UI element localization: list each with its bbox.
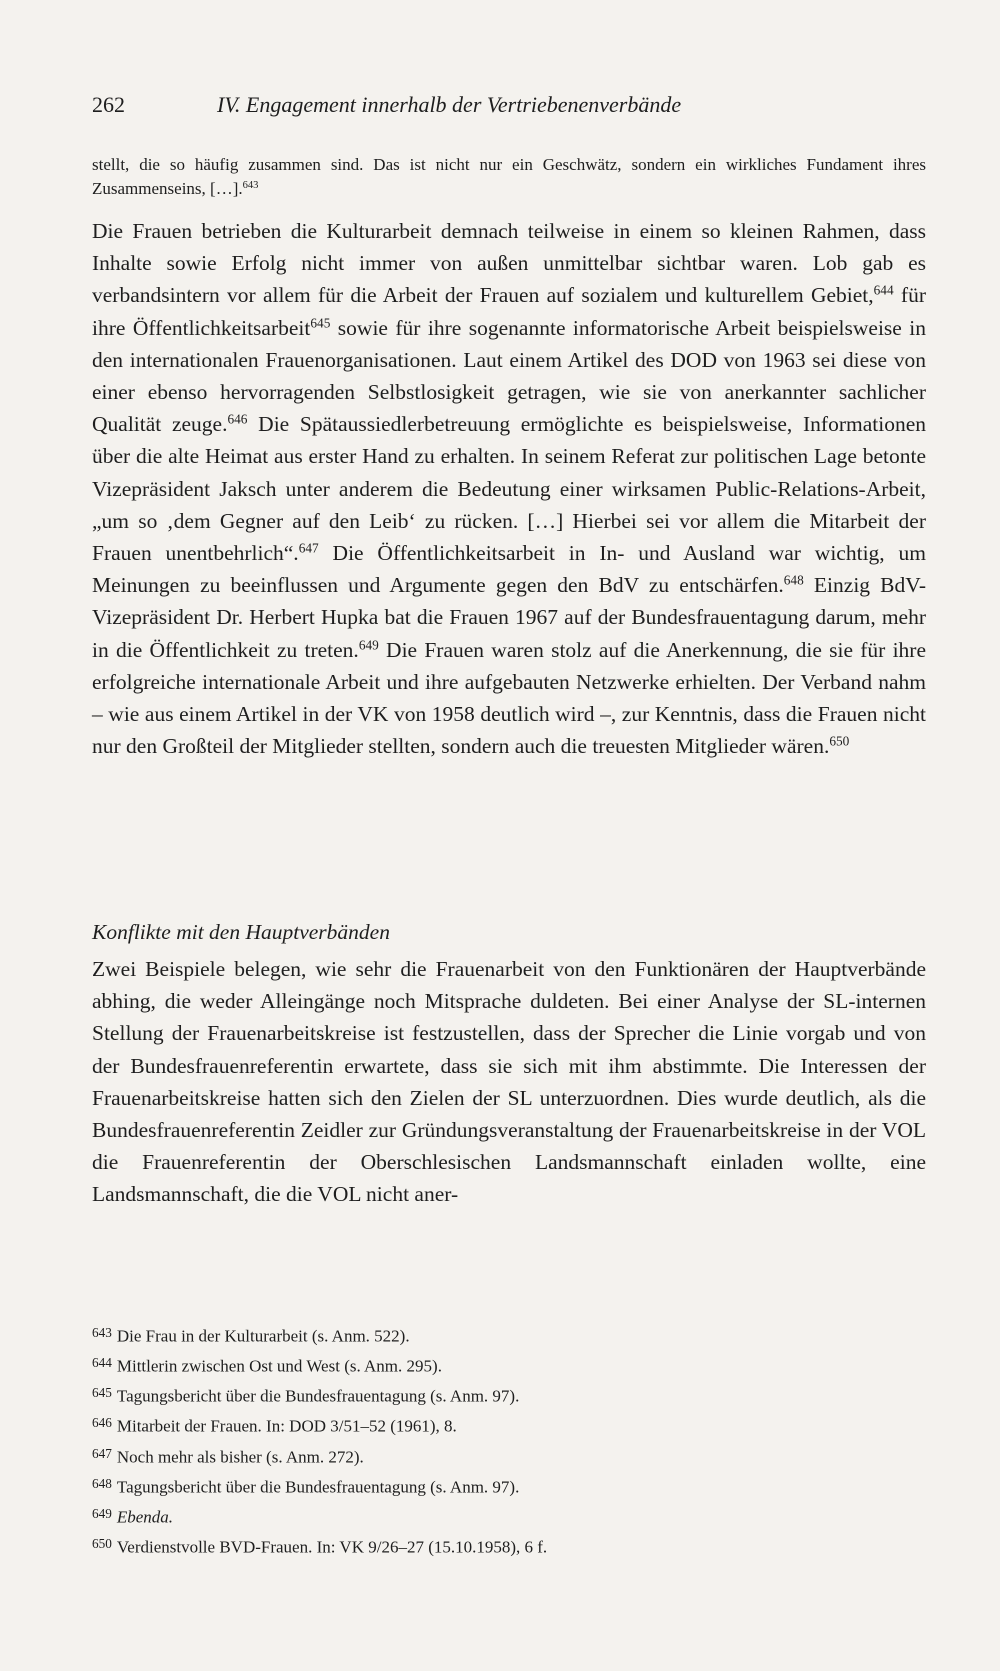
footnote-ref[interactable]: 647 <box>298 540 319 556</box>
footnote-text: Ebenda. <box>116 1507 174 1527</box>
footnote-ref[interactable]: 650 <box>829 733 850 749</box>
main-paragraph <box>92 215 926 762</box>
footnote-text: Tagungsbericht über die Bundesfrauentagung (s. Anm. 97). <box>116 1477 520 1497</box>
footnote-ref[interactable]: 648 <box>783 572 804 588</box>
footnote-ref[interactable]: 649 <box>358 637 379 653</box>
footnote-ref[interactable]: 643 <box>242 180 259 192</box>
footnote-number: 646 <box>92 1415 112 1431</box>
footnote-number: 650 <box>92 1535 112 1551</box>
footnote-text: Noch mehr als bisher (s. Anm. 272). <box>116 1447 364 1467</box>
block-quote <box>92 153 926 201</box>
footnote-number: 645 <box>92 1385 112 1401</box>
footnote <box>92 1350 926 1380</box>
footnote <box>92 1471 926 1501</box>
footnote-text: Mitarbeit der Frauen. In: DOD 3/51–52 (1961), 8. <box>116 1417 457 1437</box>
footnote <box>92 1320 926 1350</box>
footnote <box>92 1410 926 1440</box>
footnote <box>92 1380 926 1410</box>
footnote-text: Tagungsbericht über die Bundesfrauentagung (s. Anm. 97). <box>116 1386 520 1406</box>
footnote <box>92 1501 926 1531</box>
paragraph-text: sowie für ihre sogenannte informatorische Arbeit beispielsweise in den internationalen Frauenorganisationen. Laut einem Artikel des DOD von 1963 sei diese von einer ebenso hervorragenden Selbstlosigkeit getragen, wie sie von anerkannter sachlicher Qualität zeuge. <box>92 315 926 437</box>
running-header <box>92 92 681 118</box>
second-paragraph: Zwei Beispiele belegen, wie sehr die Frauenarbeit von den Funktionären der Hauptverbände abhing, die weder Alleingänge noch Mitsprache duldeten. Bei einer Analyse der SL-internen Stellung der Frauenarbeitskreise ist festzustellen, dass der Sprecher die Linie vorgab und von der Bundesfrauenreferentin erwartete, dass sie sich mit ihm abstimmte. Die Interessen der Frauenarbeitskreise hatten sich den Zielen der SL unterzuordnen. Dies wurde deutlich, als die Bundesfrauenreferentin Zeidler zur Gründungsveranstaltung der Frauenarbeitskreise in der VOL die Frauenreferentin der Oberschlesischen Landsmannschaft einladen wollte, eine Landsmannschaft, die die VOL nicht aner- <box>92 957 926 1207</box>
quote-text: stellt, die so häufig zusammen sind. Das ist nicht nur ein Geschwätz, sondern ein wirkliches Fundament ihres Zusammenseins, […]. <box>92 155 926 198</box>
paragraph-text: Die Öffentlichkeitsarbeit in In- und Ausland war wichtig, um Meinungen zu beeinflussen und Argumente gegen den BdV zu entschärfen. <box>92 541 927 598</box>
footnote-number: 649 <box>92 1505 112 1521</box>
footnote <box>92 1531 926 1561</box>
footnote-number: 644 <box>92 1355 112 1371</box>
paragraph-text: für ihre Öffentlichkeitsarbeit <box>92 283 926 340</box>
footnote-text: Die Frau in der Kulturarbeit (s. Anm. 522). <box>116 1326 410 1346</box>
footnote-ref[interactable]: 644 <box>873 283 894 299</box>
footnote-number: 647 <box>92 1445 112 1461</box>
footnote-ref[interactable]: 645 <box>310 315 331 331</box>
footnotes <box>92 1320 926 1561</box>
footnote-text: Verdienstvolle BVD-Frauen. In: VK 9/26–27 (15.10.1958), 6 f. <box>116 1537 548 1557</box>
footnote-number: 643 <box>92 1325 112 1340</box>
paragraph-text: Die Frauen waren stolz auf die Anerkennung, die sie für ihre erfolgreiche internationale Arbeit und ihre aufgebauten Netzwerke erhielten. Der Verband nahm – wie aus einem Artikel in der VK von 1958 deutlich wird –, zur Kenntnis, dass die Frauen nicht nur den Großteil der Mitglieder stellten, sondern auch die treuesten Mitglieder wären. <box>92 637 926 759</box>
chapter-title: IV. Engagement innerhalb der Vertriebenenverbände <box>217 92 682 117</box>
footnote-number: 648 <box>92 1475 112 1491</box>
footnote-text: Mittlerin zwischen Ost und West (s. Anm. 295). <box>116 1356 442 1376</box>
footnote-ref[interactable]: 646 <box>227 411 248 427</box>
footnote <box>92 1441 926 1471</box>
page-number: 262 <box>92 92 125 117</box>
paragraph-text: Die Frauen betrieben die Kulturarbeit demnach teilweise in einem so kleinen Rahmen, dass Inhalte sowie Erfolg nicht immer von außen unmittelbar sichtbar waren. Lob gab es verbandsintern vor allem für die Arbeit der Frauen auf sozialem und kulturellem Gebiet, <box>92 219 926 308</box>
paragraph-text: Die Spätaussiedlerbetreuung ermöglichte es beispielsweise, Informationen über die alte Heimat aus erster Hand zu erhalten. In seinem Referat zur politischen Lage betonte Vizepräsident Jaksch unter anderem die Bedeutung einer wirksamen Public-Relations-Arbeit, „um so ‚dem Gegner auf den Leib‘ zu rücken. […] Hierbei sei vor allem die Mitarbeit der Frauen unentbehrlich“. <box>92 412 926 566</box>
section-heading: Konflikte mit den Hauptverbänden <box>92 920 390 944</box>
paragraph-text: Einzig BdV-Vizepräsident Dr. Herbert Hupka bat die Frauen 1967 auf der Bundesfrauentagung darum, mehr in die Öffentlichkeit zu treten. <box>92 573 926 662</box>
